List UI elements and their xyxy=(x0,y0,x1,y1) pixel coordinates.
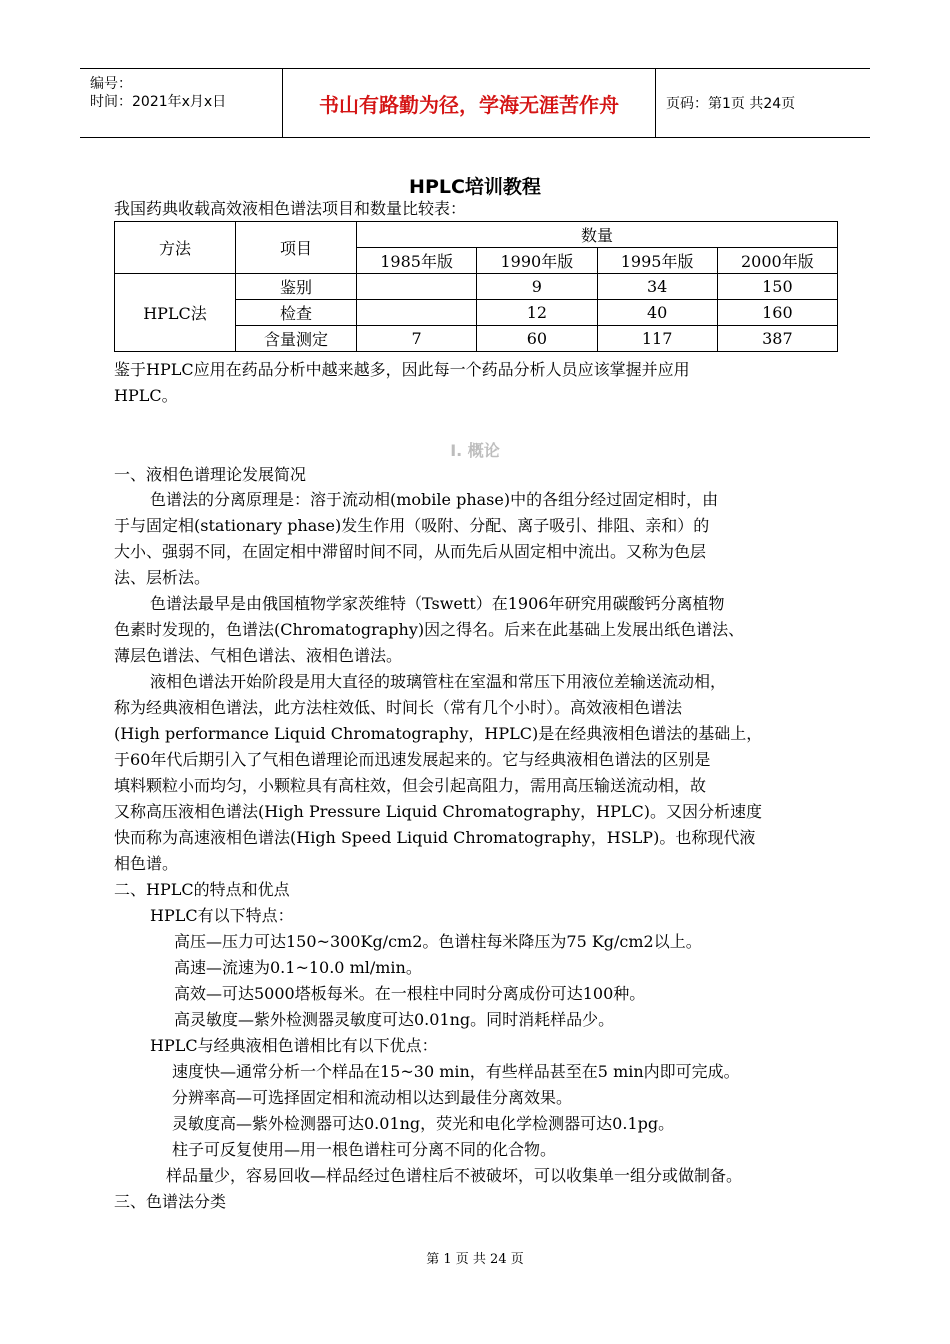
list-item: 灵敏度高—紫外检测器可达0.01ng，荧光和电化学检测器可达0.1pg。 xyxy=(172,1114,675,1133)
item-cell: 检查 xyxy=(236,300,357,326)
body-line: HPLC。 xyxy=(114,386,178,405)
body-line: HPLC与经典液相色谱相比有以下优点： xyxy=(150,1036,438,1055)
header-quantity: 数量 xyxy=(357,222,838,248)
list-item: 柱子可反复使用—用一根色谱柱可分离不同的化合物。 xyxy=(172,1140,557,1159)
list-item: 高速—流速为0.1~10.0 ml/min。 xyxy=(174,958,422,977)
body-line: 称为经典液相色谱法，此方法柱效低、时间长（常有几个小时）。高效液相色谱法 xyxy=(114,698,683,717)
value-cell: 117 xyxy=(597,326,717,352)
body-line: 填料颗粒小而均匀，小颗粒具有高柱效，但会引起高阻力，需用高压输送流动相，故 xyxy=(114,776,707,795)
document-title: HPLC培训教程 xyxy=(409,176,541,198)
body-line: (High performance Liquid Chromatography，HPLC)是在经典液相色谱法的基础上， xyxy=(114,724,763,743)
comparison-table xyxy=(114,221,838,352)
item-cell: 鉴别 xyxy=(236,274,357,300)
header-meta-cell xyxy=(80,69,283,137)
list-item: 高压—压力可达150~300Kg/cm2。色谱柱每米降压为75 Kg/cm2以上。 xyxy=(174,932,702,951)
value-cell: 34 xyxy=(597,274,717,300)
list-item: 高效—可达5000塔板每米。在一根柱中同时分离成份可达100种。 xyxy=(174,984,646,1003)
value-cell: 9 xyxy=(477,274,597,300)
page-footer: 第 1 页 共 24 页 xyxy=(426,1252,524,1267)
body-line: 色谱法的分离原理是：溶于流动相(mobile phase)中的各组分经过固定相时，由 xyxy=(150,490,719,509)
subsection-heading: 二、HPLC的特点和优点 xyxy=(114,880,290,899)
section-heading: I. 概论 xyxy=(450,441,500,460)
subsection-heading: 三、色谱法分类 xyxy=(114,1192,227,1211)
body-line: 薄层色谱法、气相色谱法、液相色谱法。 xyxy=(114,646,403,665)
body-line: 液相色谱法开始阶段是用大直径的玻璃管柱在室温和常压下用液位差输送流动相， xyxy=(150,672,727,691)
header-method: 方法 xyxy=(115,222,236,274)
header-item: 项目 xyxy=(236,222,357,274)
header-year: 1995年版 xyxy=(597,248,717,274)
body-line: 又称高压液相色谱法(High Pressure Liquid Chromatography，HPLC)。又因分析速度 xyxy=(114,802,762,821)
body-line: 鉴于HPLC应用在药品分析中越来越多，因此每一个药品分析人员应该掌握并应用 xyxy=(114,360,690,379)
method-cell: HPLC法 xyxy=(115,274,236,352)
value-cell xyxy=(357,274,477,300)
header-page-info: 页码：第1页 共24页 xyxy=(666,96,796,112)
list-item: 样品量少，容易回收—样品经过色谱柱后不被破坏，可以收集单一组分或做制备。 xyxy=(166,1166,743,1185)
page-header xyxy=(80,68,870,138)
table-row xyxy=(115,274,838,300)
list-item: 速度快—通常分析一个样品在15~30 min，有些样品甚至在5 min内即可完成。 xyxy=(172,1062,740,1081)
item-cell: 含量测定 xyxy=(236,326,357,352)
value-cell xyxy=(357,300,477,326)
number-label: 编号： xyxy=(90,76,132,92)
body-line: 色素时发现的，色谱法(Chromatography)因之得名。后来在此基础上发展出纸色谱法、 xyxy=(114,620,745,639)
value-cell: 12 xyxy=(477,300,597,326)
body-line: 于60年代后期引入了气相色谱理论而迅速发展起来的。它与经典液相色谱法的区别是 xyxy=(114,750,711,769)
value-cell: 40 xyxy=(597,300,717,326)
body-line: 色谱法最早是由俄国植物学家茨维特（Tswett）在1906年研究用碳酸钙分离植物 xyxy=(150,594,725,613)
header-year: 1990年版 xyxy=(477,248,597,274)
value-cell: 60 xyxy=(477,326,597,352)
value-cell: 150 xyxy=(717,274,837,300)
list-item: 分辨率高—可选择固定相和流动相以达到最佳分离效果。 xyxy=(172,1088,573,1107)
body-line: 大小、强弱不同，在固定相中滞留时间不同，从而先后从固定相中流出。又称为色层 xyxy=(114,542,707,561)
value-cell: 387 xyxy=(717,326,837,352)
header-year: 1985年版 xyxy=(357,248,477,274)
body-line: HPLC有以下特点： xyxy=(150,906,294,925)
value-cell: 160 xyxy=(717,300,837,326)
header-year: 2000年版 xyxy=(717,248,837,274)
subsection-heading: 一、液相色谱理论发展简况 xyxy=(114,465,307,484)
body-line: 于与固定相(stationary phase)发生作用（吸附、分配、离子吸引、排阻、亲和）的 xyxy=(114,516,710,535)
value-cell: 7 xyxy=(357,326,477,352)
body-line: 快而称为高速液相色谱法(High Speed Liquid Chromatography，HSLP)。也称现代液 xyxy=(114,828,756,847)
list-item: 高灵敏度—紫外检测器灵敏度可达0.01ng。同时消耗样品少。 xyxy=(174,1010,615,1029)
intro-text: 我国药典收载高效液相色谱法项目和数量比较表： xyxy=(114,199,467,218)
date-line: 时间：2021年x月x日 xyxy=(90,94,227,110)
body-line: 相色谱。 xyxy=(114,854,179,873)
header-motto: 书山有路勤为径，学海无涯苦作舟 xyxy=(283,69,656,137)
body-line: 法、层析法。 xyxy=(114,568,211,587)
